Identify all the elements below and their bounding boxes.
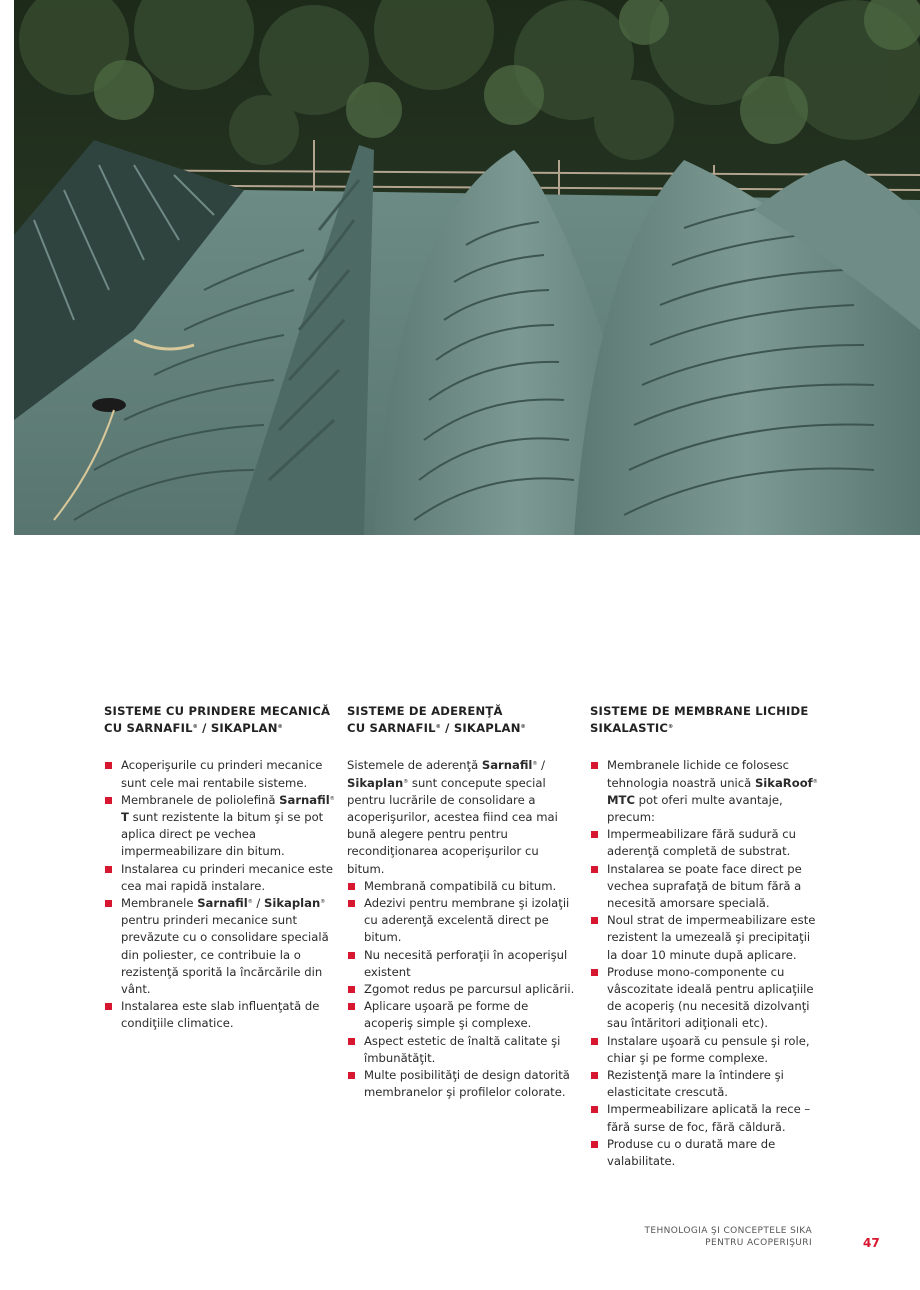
heading-line: SIKALASTIC [590,721,669,736]
list-item: Multe posibilităţi de design datorită membranelor şi profilelor colorate. [347,1067,579,1101]
bullet-square-icon [348,1072,355,1079]
footer-line: TEHNOLOGIA ŞI CONCEPTELE SIKA [644,1226,812,1236]
heading-line: CU SARNAFIL [104,721,193,736]
list-item: Rezistenţă mare la întindere şi elasticitate crescută. [590,1067,822,1101]
list-item: Noul strat de impermeabilizare este rezistent la umezeală şi precipitaţii la doar 10 minute după aplicare. [590,912,822,964]
list-item: Membrană compatibilă cu bitum. [347,878,579,895]
bullet-list [590,757,822,1170]
heading-line: SISTEME CU PRINDERE MECANICĂ [104,704,331,718]
list-item: Instalarea se poate face direct pe vechea suprafaţă de bitum fără a necesită amorsare specială. [590,861,822,913]
bullet-square-icon [348,1003,355,1010]
heading-line: / SIKAPLAN [440,721,521,736]
bullet-square-icon [348,900,355,907]
bullet-square-icon [591,831,598,838]
bullet-square-icon [105,900,112,907]
heading-line: SISTEME DE ADERENŢĂ [347,704,503,718]
list-item: Acoperişurile cu prinderi mecanice sunt cele mai rentabile sisteme. [104,757,336,791]
bullet-square-icon [348,1038,355,1045]
bullet-square-icon [105,866,112,873]
bullet-square-icon [591,969,598,976]
bullet-square-icon [105,762,112,769]
page-number: 47 [863,1236,880,1250]
list-item: Impermeabilizare aplicată la rece – fără surse de foc, fără căldură. [590,1101,822,1135]
list-item: Nu necesită perforaţii în acoperişul existent [347,947,579,981]
bullet-square-icon [105,797,112,804]
column-mechanical-fastening [104,703,336,1033]
bullet-square-icon [105,1003,112,1010]
registered-mark: ® [668,724,674,731]
column-heading [590,703,822,737]
list-item: Membranele Sarnafil® / Sikaplan® pentru prinderi mecanice sunt prevăzute cu o consolidare specială din poliester, ce contribuie la o rezistenţă sporită la încărcările din vânt. [104,895,336,998]
heading-line: / SIKAPLAN [197,721,278,736]
intro-paragraph: Sistemele de aderenţă Sarnafil® / Sikaplan® sunt concepute special pentru lucrările de consolidare a acoperişurilor, acestea fiind cea mai bună alegere pentru pentru recondiţionarea acoperişurilor cu bitum. [347,758,558,876]
list-item: Instalarea cu prinderi mecanice este cea mai rapidă instalare. [104,861,336,895]
bullet-list [347,878,579,1102]
registered-mark: ® [435,724,441,731]
heading-line: CU SARNAFIL [347,721,436,736]
column-heading [347,703,579,737]
bullet-list [104,757,336,1032]
roof-photo-illustration [14,0,920,535]
column-adhered-systems [347,703,579,1101]
roof-photo [14,0,920,535]
bullet-square-icon [591,1038,598,1045]
list-item: Membranele de poliolefină Sarnafil® T sunt rezistente la bitum şi se pot aplica direct pe vechea impermeabilizare din bitum. [104,792,336,861]
registered-mark: ® [277,724,283,731]
bullet-square-icon [591,917,598,924]
heading-line: SISTEME DE MEMBRANE LICHIDE [590,704,809,718]
list-item: Produse mono-componente cu vâscozitate ideală pentru aplicaţiile de acoperiş (nu necesită dizolvanţi sau întăritori adiţionali etc). [590,964,822,1033]
list-item: Membranele lichide ce folosesc tehnologia noastră unică SikaRoof® MTC pot oferi multe avantaje, precum: [590,757,822,826]
page-footer [644,1225,812,1249]
bullet-square-icon [591,866,598,873]
column-liquid-membranes [590,703,822,1170]
bullet-square-icon [591,1106,598,1113]
list-item: Impermeabilizare fără sudură cu aderenţă completă de substrat. [590,826,822,860]
list-item: Adezivi pentru membrane şi izolaţii cu aderenţă excelentă direct pe bitum. [347,895,579,947]
list-item: Aplicare uşoară pe forme de acoperiş simple şi complexe. [347,998,579,1032]
list-item: Instalarea este slab influenţată de condiţiile climatice. [104,998,336,1032]
bullet-square-icon [591,762,598,769]
list-item: Aspect estetic de înaltă calitate şi îmbunătăţit. [347,1033,579,1067]
bullet-square-icon [348,952,355,959]
bullet-square-icon [591,1072,598,1079]
list-item: Zgomot redus pe parcursul aplicării. [347,981,579,998]
bullet-square-icon [348,883,355,890]
bullet-square-icon [591,1141,598,1148]
bullet-square-icon [348,986,355,993]
registered-mark: ® [192,724,198,731]
footer-line: PENTRU ACOPERIŞURI [705,1238,812,1248]
list-item: Produse cu o durată mare de valabilitate. [590,1136,822,1170]
column-heading [104,703,336,737]
list-item: Instalare uşoară cu pensule şi role, chiar şi pe forme complexe. [590,1033,822,1067]
registered-mark: ® [520,724,526,731]
